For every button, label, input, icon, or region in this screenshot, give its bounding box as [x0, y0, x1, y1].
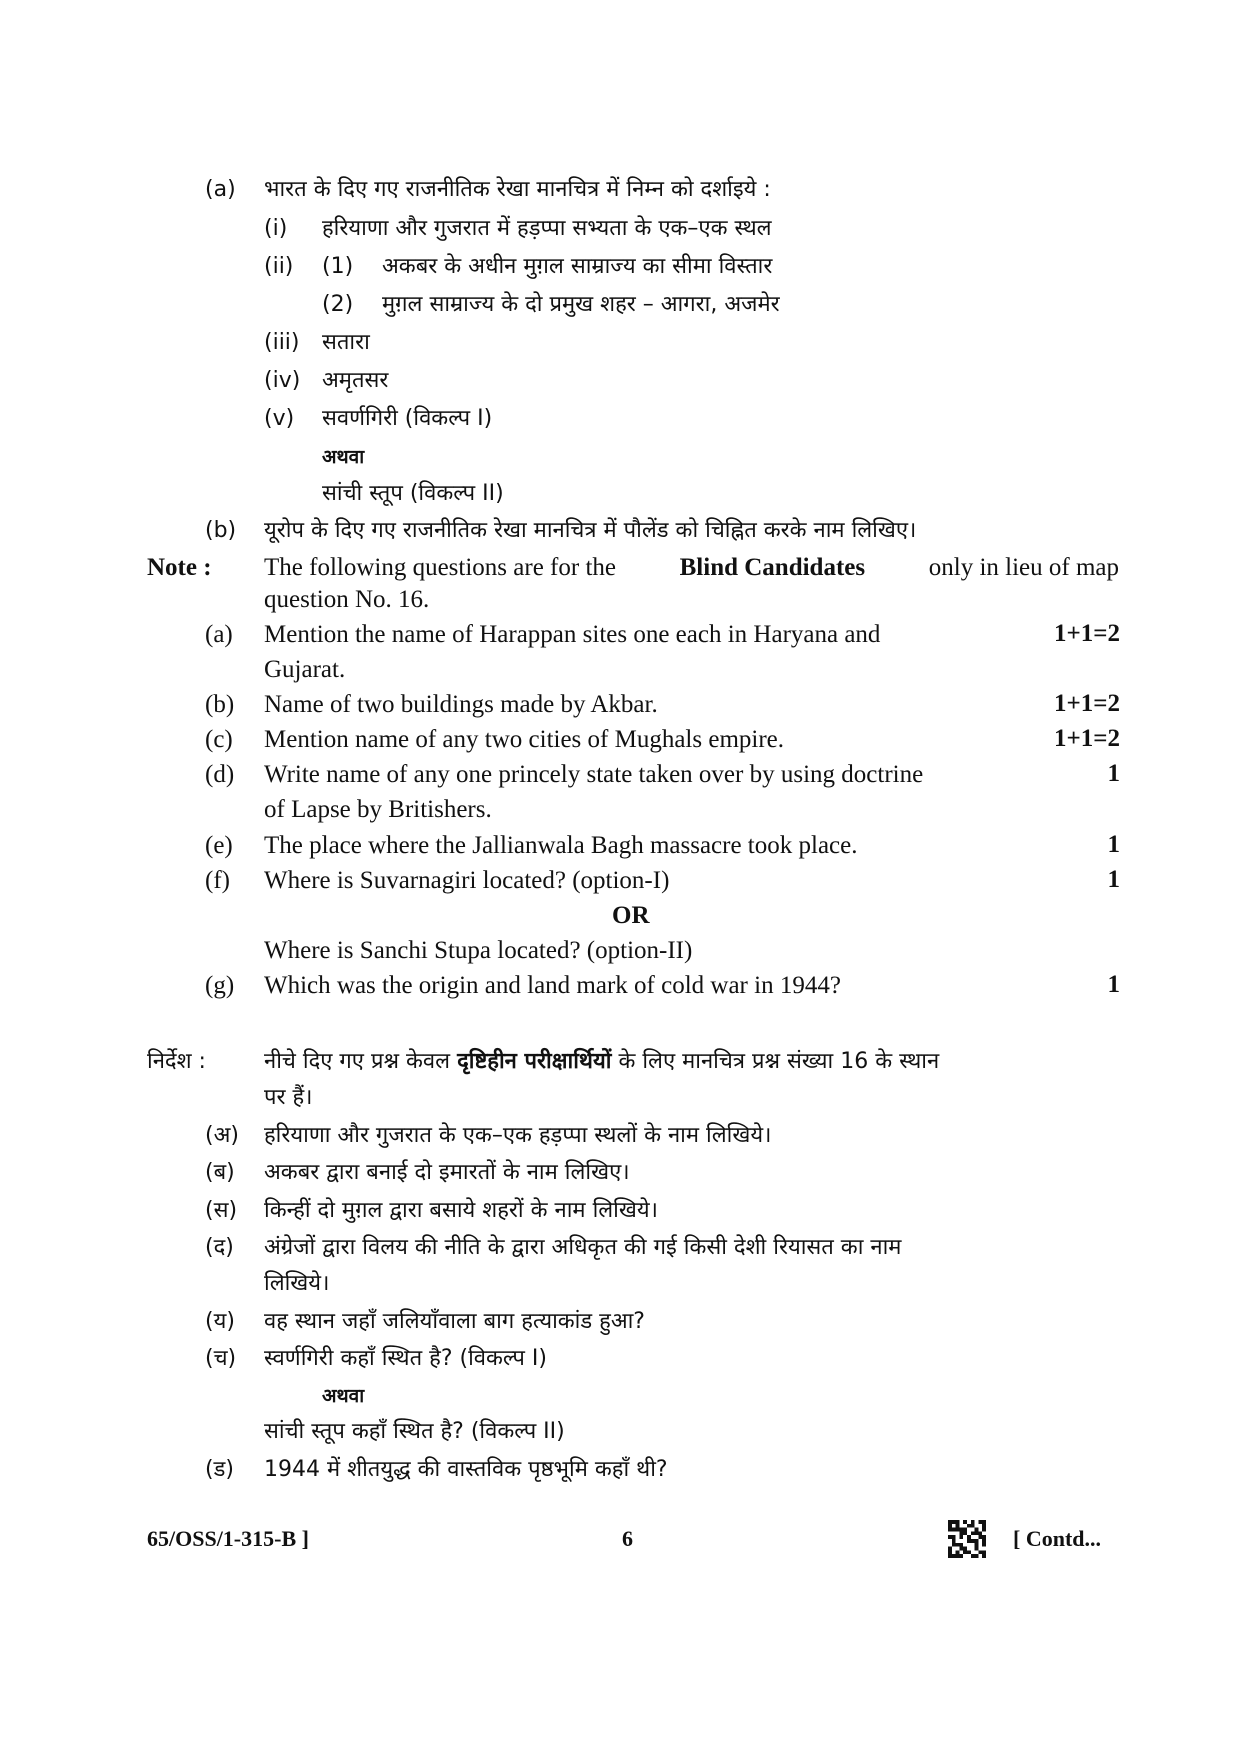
hi-d-label: (द) — [205, 1235, 234, 1260]
hi-c-label: (स) — [205, 1198, 238, 1223]
en-a-text: Mention the name of Harappan sites one each in Haryana and — [264, 621, 881, 648]
hi-note-line2: पर हैं। — [264, 1085, 313, 1110]
hi-note-line1 — [264, 1047, 939, 1077]
hi-note-line1-bold: दृष्टिहीन परीक्षार्थियों — [457, 1049, 612, 1074]
hi-b-label: (ब) — [205, 1160, 235, 1185]
footer-page-number: 6 — [622, 1526, 633, 1551]
en-f-text: Where is Suvarnagiri located? (option-I) — [264, 867, 670, 894]
en-d-text: Write name of any one princely state taken over by using doctrine — [264, 761, 924, 788]
q-a-iii-label: (iii) — [264, 330, 300, 355]
note-line2: question No. 16. — [264, 586, 430, 613]
q-a-iv-text: अमृतसर — [322, 368, 389, 393]
athva-2: अथवा — [322, 1385, 365, 1407]
nirdesh-label: निर्देश : — [147, 1049, 206, 1074]
athva-1: अथवा — [322, 446, 365, 468]
en-a-label: (a) — [205, 621, 233, 648]
en-f-alt-text: Where is Sanchi Stupa located? (option-II) — [264, 937, 693, 964]
note-line1-post: only in lieu of map — [928, 554, 1119, 581]
hi-note-line1-post: के लिए मानचित्र प्रश्न संख्या 16 के स्थान — [618, 1049, 940, 1074]
en-e-text: The place where the Jallianwala Bagh massacre took place. — [264, 832, 858, 859]
q-a-v-label: (v) — [264, 406, 295, 431]
en-a-marks: 1+1=2 — [1054, 620, 1120, 647]
q-a-label: (a) — [205, 177, 236, 202]
hi-d-text: अंग्रेजों द्वारा विलय की नीति के द्वारा अधिकृत की गई किसी देशी रियासत का नाम — [264, 1235, 902, 1260]
en-e-marks: 1 — [1107, 831, 1120, 858]
en-b-text: Name of two buildings made by Akbar. — [264, 691, 658, 718]
hi-a-label: (अ) — [205, 1123, 239, 1148]
hi-note-line1-pre: नीचे दिए गए प्रश्न केवल — [264, 1049, 451, 1074]
hi-g-label: (ड) — [205, 1457, 234, 1482]
en-g-marks: 1 — [1107, 971, 1120, 998]
q-a-ii-2-label: (2) — [322, 292, 354, 317]
q-a-v-text: सवर्णगिरी (विकल्प I) — [322, 406, 493, 431]
en-a-cont: Gujarat. — [264, 656, 346, 683]
q-a-ii-2-text: मुग़ल साम्राज्य के दो प्रमुख शहर – आगरा, अजमेर — [382, 292, 780, 317]
en-c-marks: 1+1=2 — [1054, 725, 1120, 752]
note-label: Note : — [147, 554, 212, 581]
en-d-label: (d) — [205, 761, 235, 788]
hi-d-cont: लिखिये। — [264, 1271, 330, 1296]
en-g-label: (g) — [205, 972, 235, 999]
hi-f-text: स्वर्णगिरी कहाँ स्थित है? (विकल्प I) — [264, 1346, 547, 1371]
q-a-text: भारत के दिए गए राजनीतिक रेखा मानचित्र में निम्न को दर्शाइये : — [264, 177, 771, 202]
q-a-iv-label: (iv) — [264, 368, 301, 393]
en-f-marks: 1 — [1107, 866, 1120, 893]
footer-contd: [ Contd... — [1013, 1526, 1102, 1551]
en-d-marks: 1 — [1107, 760, 1120, 787]
en-g-text: Which was the origin and land mark of cold war in 1944? — [264, 972, 841, 999]
footer-code: 65/OSS/1-315-B ] — [147, 1526, 309, 1551]
en-d-cont: of Lapse by Britishers. — [264, 796, 492, 823]
q-b-text: यूरोप के दिए गए राजनीतिक रेखा मानचित्र में पौलेंड को चिह्नित करके नाम लिखिए। — [264, 518, 917, 543]
hi-g-text: 1944 में शीतयुद्ध की वास्तविक पृष्ठभूमि कहाँ थी? — [264, 1457, 668, 1482]
or-label: OR — [612, 902, 650, 929]
q-a-ii-label: (ii) — [264, 254, 294, 279]
hi-e-label: (य) — [205, 1309, 235, 1334]
hi-b-text: अकबर द्वारा बनाई दो इमारतों के नाम लिखिए। — [264, 1160, 630, 1185]
note-line1-pre: The following questions are for the — [264, 554, 616, 581]
q-b-label: (b) — [205, 518, 237, 543]
note-line1-bold: Blind Candidates — [679, 554, 866, 581]
q-a-i-text: हरियाणा और गुजरात में हड़प्पा सभ्यता के एक–एक स्थल — [322, 216, 772, 241]
barcode-icon — [948, 1520, 986, 1558]
note-line1 — [264, 553, 1119, 583]
hi-f-label: (च) — [205, 1346, 237, 1371]
hi-f-alt-text: सांची स्तूप कहाँ स्थित है? (विकल्प II) — [264, 1419, 565, 1444]
q-a-ii-1-text: अकबर के अधीन मुग़ल साम्राज्य का सीमा विस्तार — [382, 254, 773, 279]
en-f-label: (f) — [205, 867, 230, 894]
en-c-text: Mention name of any two cities of Mughals empire. — [264, 726, 785, 753]
q-a-iii-text: सतारा — [322, 330, 370, 355]
en-e-label: (e) — [205, 832, 233, 859]
en-c-label: (c) — [205, 726, 233, 753]
en-b-label: (b) — [205, 691, 235, 718]
q-a-ii-1-label: (1) — [322, 254, 354, 279]
hi-c-text: किन्हीं दो मुग़ल द्वारा बसाये शहरों के नाम लिखिये। — [264, 1198, 658, 1223]
q-a-v-alt-text: सांची स्तूप (विकल्प II) — [322, 481, 504, 506]
q-a-i-label: (i) — [264, 216, 288, 241]
hi-a-text: हरियाणा और गुजरात के एक–एक हड़प्पा स्थलों के नाम लिखिये। — [264, 1123, 772, 1148]
hi-e-text: वह स्थान जहाँ जलियाँवाला बाग हत्याकांड हुआ? — [264, 1309, 645, 1334]
en-b-marks: 1+1=2 — [1054, 690, 1120, 717]
